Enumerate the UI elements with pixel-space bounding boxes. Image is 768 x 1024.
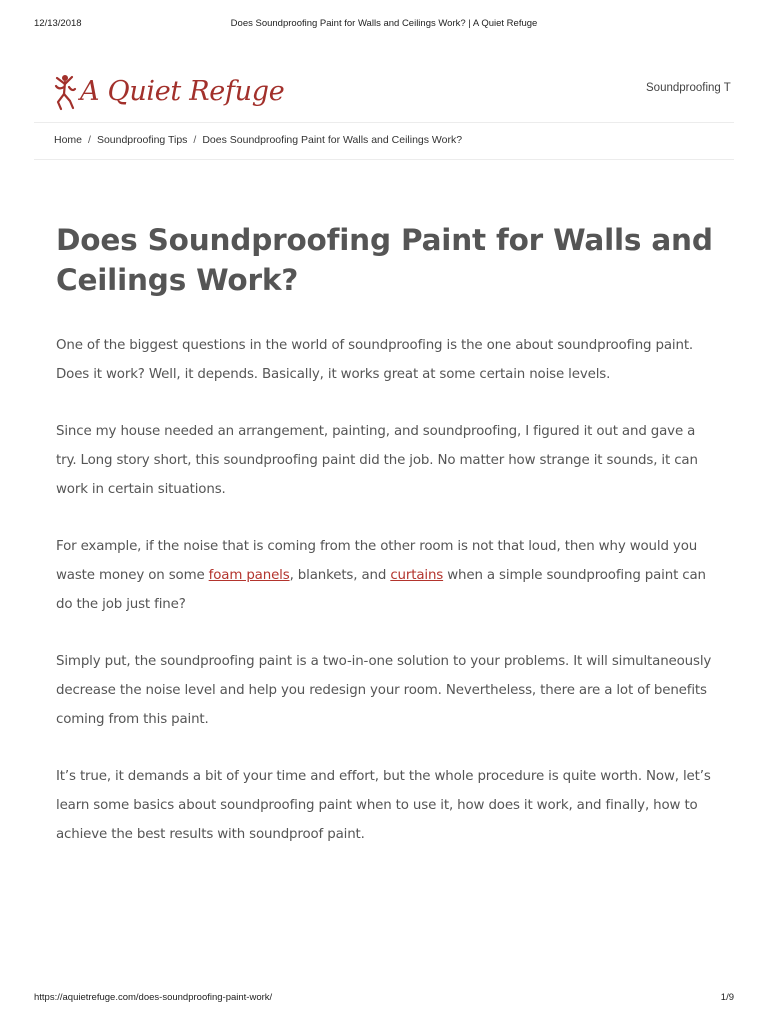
breadcrumb: [54, 134, 734, 146]
print-date: 12/13/2018: [34, 18, 82, 29]
paragraph-text: when a simple soundproofing paint can do the job just fine?: [56, 568, 706, 612]
print-page-number: 1/9: [720, 992, 734, 1003]
dancing-figure-icon: [52, 72, 78, 112]
breadcrumb-separator: /: [88, 134, 91, 146]
paragraph-overview: It’s true, it demands a bit of your time and effort, but the whole procedure is quite worth. Now, let’s learn some basics about soundproofing paint when to use it, how does it work, and finally, how to achieve the best results with soundproof paint.: [56, 769, 711, 842]
foam-panels-link[interactable]: foam panels: [208, 568, 290, 583]
paragraph-text: , blankets, and: [289, 568, 391, 583]
breadcrumb-home-link[interactable]: Home: [54, 134, 83, 146]
header-divider: [34, 122, 734, 123]
print-header: [34, 18, 734, 32]
paragraph-text: For example, if the noise that is coming from the other room is not that loud, then why would you waste money on some: [56, 539, 698, 583]
curtains-link[interactable]: curtains: [390, 568, 444, 583]
site-header: [34, 62, 734, 122]
breadcrumb-current: Does Soundproofing Paint for Walls and Ceilings Work?: [202, 134, 463, 146]
paragraph-experience: Since my house needed an arrangement, painting, and soundproofing, I figured it out and gave a try. Long story short, this soundproofing paint did the job. No matter how strange it sounds, it can work in certain situations.: [56, 424, 698, 497]
print-footer: [34, 992, 734, 1006]
breadcrumb-category-link[interactable]: Soundproofing Tips: [96, 134, 188, 146]
site-logo[interactable]: [52, 72, 284, 112]
paragraph-benefits: Simply put, the soundproofing paint is a two-in-one solution to your problems. It will simultaneously decrease the noise level and help you redesign your room. Nevertheless, there are a lot of benefits coming from this paint.: [56, 654, 712, 727]
paragraph-example: [56, 532, 718, 619]
breadcrumb-separator: /: [193, 134, 197, 146]
paragraph-intro: One of the biggest questions in the world of soundproofing is the one about soundproofing paint. Does it work? Well, it depends. Basically, it works great at some certain noise levels.: [56, 338, 694, 382]
site-logo-text: A Quiet Refuge: [80, 76, 285, 107]
nav-link-soundproofing-tips[interactable]: Soundproofing T: [646, 82, 731, 94]
article-body: [56, 331, 718, 877]
article-title: Does Soundproofing Paint for Walls and Ceilings Work?: [56, 223, 713, 297]
print-document-title: Does Soundproofing Paint for Walls and Ceilings Work? | A Quiet Refuge: [230, 18, 538, 29]
breadcrumb-divider: [34, 159, 734, 160]
print-url: https://aquietrefuge.com/does-soundproofing-paint-work/: [34, 992, 273, 1003]
